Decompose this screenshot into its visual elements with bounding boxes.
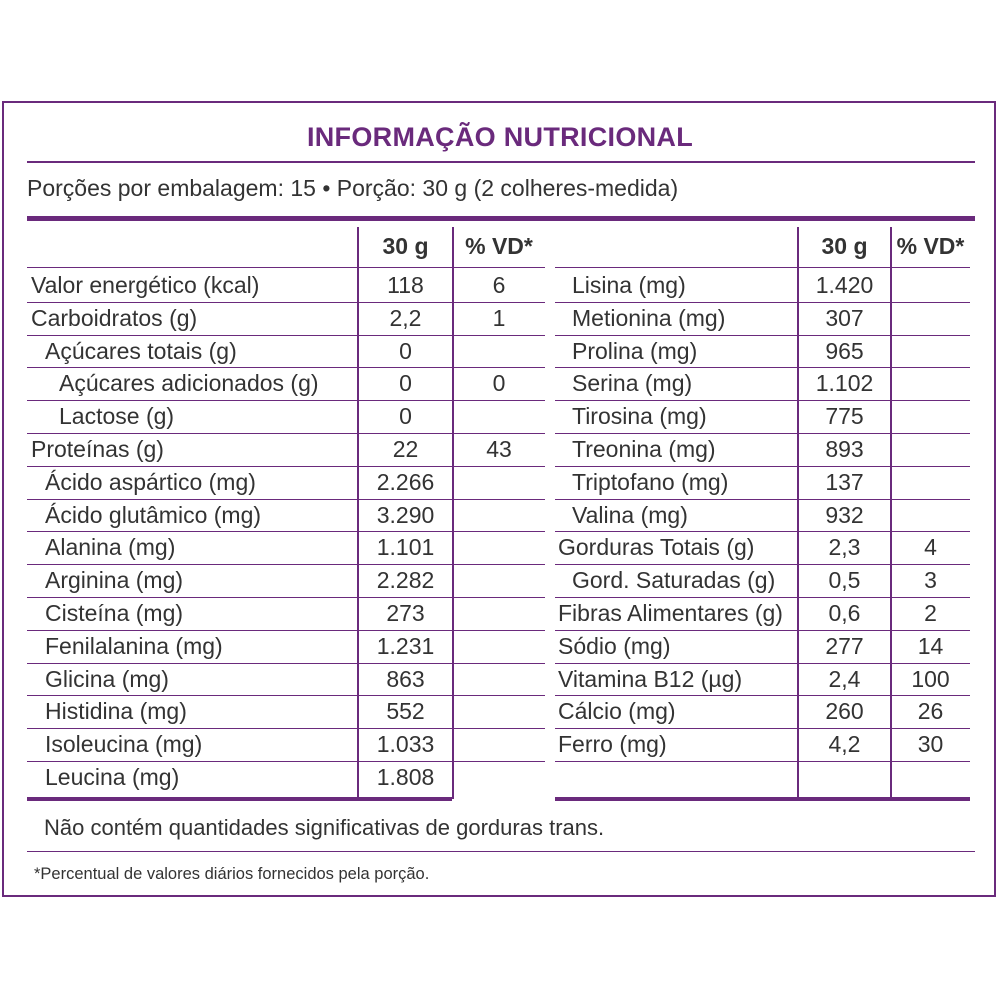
right-row-qty: 2,4 bbox=[828, 665, 861, 692]
left-row-vd bbox=[453, 466, 545, 498]
left-row-qty: 0 bbox=[399, 370, 412, 397]
right-row-qty: 0,6 bbox=[828, 600, 861, 626]
left-header-qty: 30 g bbox=[382, 233, 429, 259]
right-header-vd: % VD* bbox=[896, 233, 965, 259]
left-row-rule bbox=[27, 335, 545, 336]
right-row-label: Valina (mg) bbox=[572, 501, 688, 528]
right-row-label: Metionina (mg) bbox=[572, 304, 726, 331]
right-row-rule bbox=[555, 597, 970, 598]
left-row-label: Glicina (mg) bbox=[45, 665, 169, 692]
right-row-rule bbox=[555, 761, 970, 762]
right-row-label: Vitamina B12 (µg) bbox=[558, 665, 743, 692]
left-row-qty: 2,2 bbox=[389, 304, 422, 331]
right-row-rule bbox=[555, 367, 970, 368]
left-row-rule bbox=[27, 499, 545, 500]
left-row-qty: 22 bbox=[392, 436, 419, 462]
left-row-qty: 118 bbox=[387, 272, 424, 298]
right-row-label: Treonina (mg) bbox=[572, 436, 716, 462]
right-row-rule bbox=[555, 695, 970, 696]
right-row-rule bbox=[555, 728, 970, 729]
left-row-rule bbox=[27, 531, 545, 532]
right-row-vd: 2 bbox=[924, 600, 937, 626]
right-row-label: Triptofano (mg) bbox=[572, 468, 729, 495]
right-row-qty: 965 bbox=[825, 337, 864, 364]
right-row-vd: 26 bbox=[917, 698, 944, 725]
right-row-qty: 1.102 bbox=[815, 370, 874, 397]
left-row-qty: 1.231 bbox=[376, 632, 435, 659]
right-row-qty bbox=[798, 761, 891, 793]
left-row-rule bbox=[27, 597, 545, 598]
serving-info: Porções por embalagem: 15 • Porção: 30 g (2 colheres-medida) bbox=[27, 175, 679, 201]
trans-fat-note: Não contém quantidades significativas de gorduras trans. bbox=[44, 815, 605, 840]
right-row-label: Fibras Alimentares (g) bbox=[558, 600, 783, 626]
right-row-qty: 4,2 bbox=[828, 731, 861, 758]
left-row-rule bbox=[27, 400, 545, 401]
right-row-qty: 137 bbox=[825, 468, 864, 495]
right-row-qty: 932 bbox=[825, 501, 864, 528]
left-row-qty: 0 bbox=[399, 337, 412, 364]
left-row-vd bbox=[453, 663, 545, 695]
left-row-vd bbox=[453, 564, 545, 596]
right-row-qty: 2,3 bbox=[828, 534, 861, 561]
right-row-label: Serina (mg) bbox=[572, 370, 693, 397]
left-row-vd: 43 bbox=[486, 436, 512, 462]
right-row-qty: 260 bbox=[825, 698, 864, 725]
left-row-qty: 3.290 bbox=[376, 501, 435, 528]
right-row-label: Ferro (mg) bbox=[558, 731, 667, 758]
left-row-rule bbox=[27, 433, 545, 434]
serving-divider bbox=[27, 216, 975, 221]
left-row-qty: 2.266 bbox=[376, 468, 435, 495]
right-row-label: Tirosina (mg) bbox=[572, 403, 707, 430]
right-row-vd: 3 bbox=[924, 567, 937, 594]
left-row-label: Ácido aspártico (mg) bbox=[45, 468, 256, 495]
label-title: INFORMAÇÃO NUTRICIONAL bbox=[306, 122, 694, 152]
left-row-rule bbox=[27, 466, 545, 467]
left-row-qty: 552 bbox=[386, 698, 425, 725]
left-row-rule bbox=[27, 302, 545, 303]
right-row-vd: 100 bbox=[911, 665, 950, 692]
left-row-qty: 273 bbox=[386, 600, 425, 626]
left-header-vd: % VD* bbox=[465, 233, 533, 259]
left-row-qty: 1.101 bbox=[376, 534, 435, 561]
left-header-rule bbox=[27, 267, 545, 268]
left-row-vd bbox=[453, 597, 545, 629]
left-row-label: Alanina (mg) bbox=[45, 534, 176, 561]
left-row-label: Carboidratos (g) bbox=[31, 304, 198, 331]
left-row-label: Valor energético (kcal) bbox=[31, 272, 260, 298]
right-row-vd bbox=[891, 367, 970, 399]
left-row-label: Açúcares adicionados (g) bbox=[59, 370, 319, 397]
right-row-vd: 30 bbox=[917, 731, 944, 758]
right-header-rule bbox=[555, 267, 970, 268]
left-row-label: Isoleucina (mg) bbox=[45, 731, 203, 758]
right-row-rule bbox=[555, 663, 970, 664]
right-row-qty: 307 bbox=[825, 304, 864, 331]
left-row-label: Arginina (mg) bbox=[45, 567, 184, 594]
left-table-bottom-rule bbox=[27, 797, 452, 801]
right-row-rule bbox=[555, 400, 970, 401]
right-row-label: Sódio (mg) bbox=[558, 632, 671, 659]
left-row-rule bbox=[27, 695, 545, 696]
right-row-label: Gord. Saturadas (g) bbox=[572, 567, 776, 594]
right-row-rule bbox=[555, 466, 970, 467]
left-row-label: Leucina (mg) bbox=[45, 764, 180, 790]
right-row-rule bbox=[555, 531, 970, 532]
right-row-rule bbox=[555, 564, 970, 565]
right-row-vd bbox=[891, 335, 970, 367]
left-row-label: Fenilalanina (mg) bbox=[45, 632, 223, 659]
right-row-qty: 277 bbox=[825, 632, 864, 659]
right-row-label: Lisina (mg) bbox=[572, 272, 686, 298]
right-row-vd: 4 bbox=[924, 534, 937, 561]
left-row-label: Proteínas (g) bbox=[31, 436, 164, 462]
left-row-vd bbox=[453, 728, 545, 760]
footnote: *Percentual de valores diários fornecidos pela porção. bbox=[34, 865, 430, 883]
left-row-rule bbox=[27, 367, 545, 368]
right-row-vd bbox=[891, 302, 970, 334]
right-header-qty: 30 g bbox=[821, 233, 868, 259]
right-row-rule bbox=[555, 630, 970, 631]
right-row-vd bbox=[891, 400, 970, 432]
right-row-rule bbox=[555, 433, 970, 434]
left-row-qty: 0 bbox=[399, 403, 412, 430]
right-row-label: Prolina (mg) bbox=[572, 337, 698, 364]
left-row-rule bbox=[27, 630, 545, 631]
title-divider bbox=[27, 161, 975, 163]
right-row-qty: 1.420 bbox=[815, 272, 874, 298]
left-row-label: Ácido glutâmico (mg) bbox=[45, 501, 262, 528]
left-row-qty: 1.808 bbox=[376, 764, 435, 790]
left-row-vd bbox=[453, 499, 545, 531]
right-row-qty: 893 bbox=[825, 436, 864, 462]
right-row-vd bbox=[891, 466, 970, 498]
left-row-vd bbox=[453, 335, 545, 367]
right-row-vd bbox=[891, 433, 970, 465]
left-row-qty: 863 bbox=[386, 665, 425, 692]
left-row-qty: 1.033 bbox=[376, 731, 435, 758]
left-row-label: Histidina (mg) bbox=[45, 698, 187, 725]
right-row-vd bbox=[891, 761, 970, 793]
left-row-label: Açúcares totais (g) bbox=[45, 337, 237, 364]
left-row-rule bbox=[27, 761, 545, 762]
right-row-rule bbox=[555, 499, 970, 500]
right-row-qty: 775 bbox=[825, 403, 864, 430]
left-row-vd: 6 bbox=[492, 272, 506, 298]
right-row-qty: 0,5 bbox=[828, 567, 861, 594]
right-row-vd bbox=[891, 499, 970, 531]
note-divider bbox=[27, 851, 975, 852]
right-row-rule bbox=[555, 335, 970, 336]
right-table-bottom-rule bbox=[555, 797, 970, 801]
left-row-rule bbox=[27, 564, 545, 565]
right-row-label: Cálcio (mg) bbox=[558, 698, 676, 725]
left-row-label: Lactose (g) bbox=[59, 403, 175, 430]
right-row-vd: 14 bbox=[917, 632, 944, 659]
left-row-rule bbox=[27, 663, 545, 664]
left-row-vd: 1 bbox=[492, 304, 506, 331]
left-row-vd bbox=[453, 761, 545, 793]
right-row-vd bbox=[891, 269, 970, 301]
left-row-vd: 0 bbox=[492, 370, 506, 397]
left-row-vd bbox=[453, 695, 545, 727]
left-row-label: Cisteína (mg) bbox=[45, 600, 184, 626]
left-row-qty: 2.282 bbox=[376, 567, 435, 594]
left-row-rule bbox=[27, 728, 545, 729]
left-row-vd bbox=[453, 630, 545, 662]
right-row-rule bbox=[555, 302, 970, 303]
left-row-vd bbox=[453, 400, 545, 432]
right-row-label: Gorduras Totais (g) bbox=[558, 534, 755, 561]
left-row-vd bbox=[453, 531, 545, 563]
